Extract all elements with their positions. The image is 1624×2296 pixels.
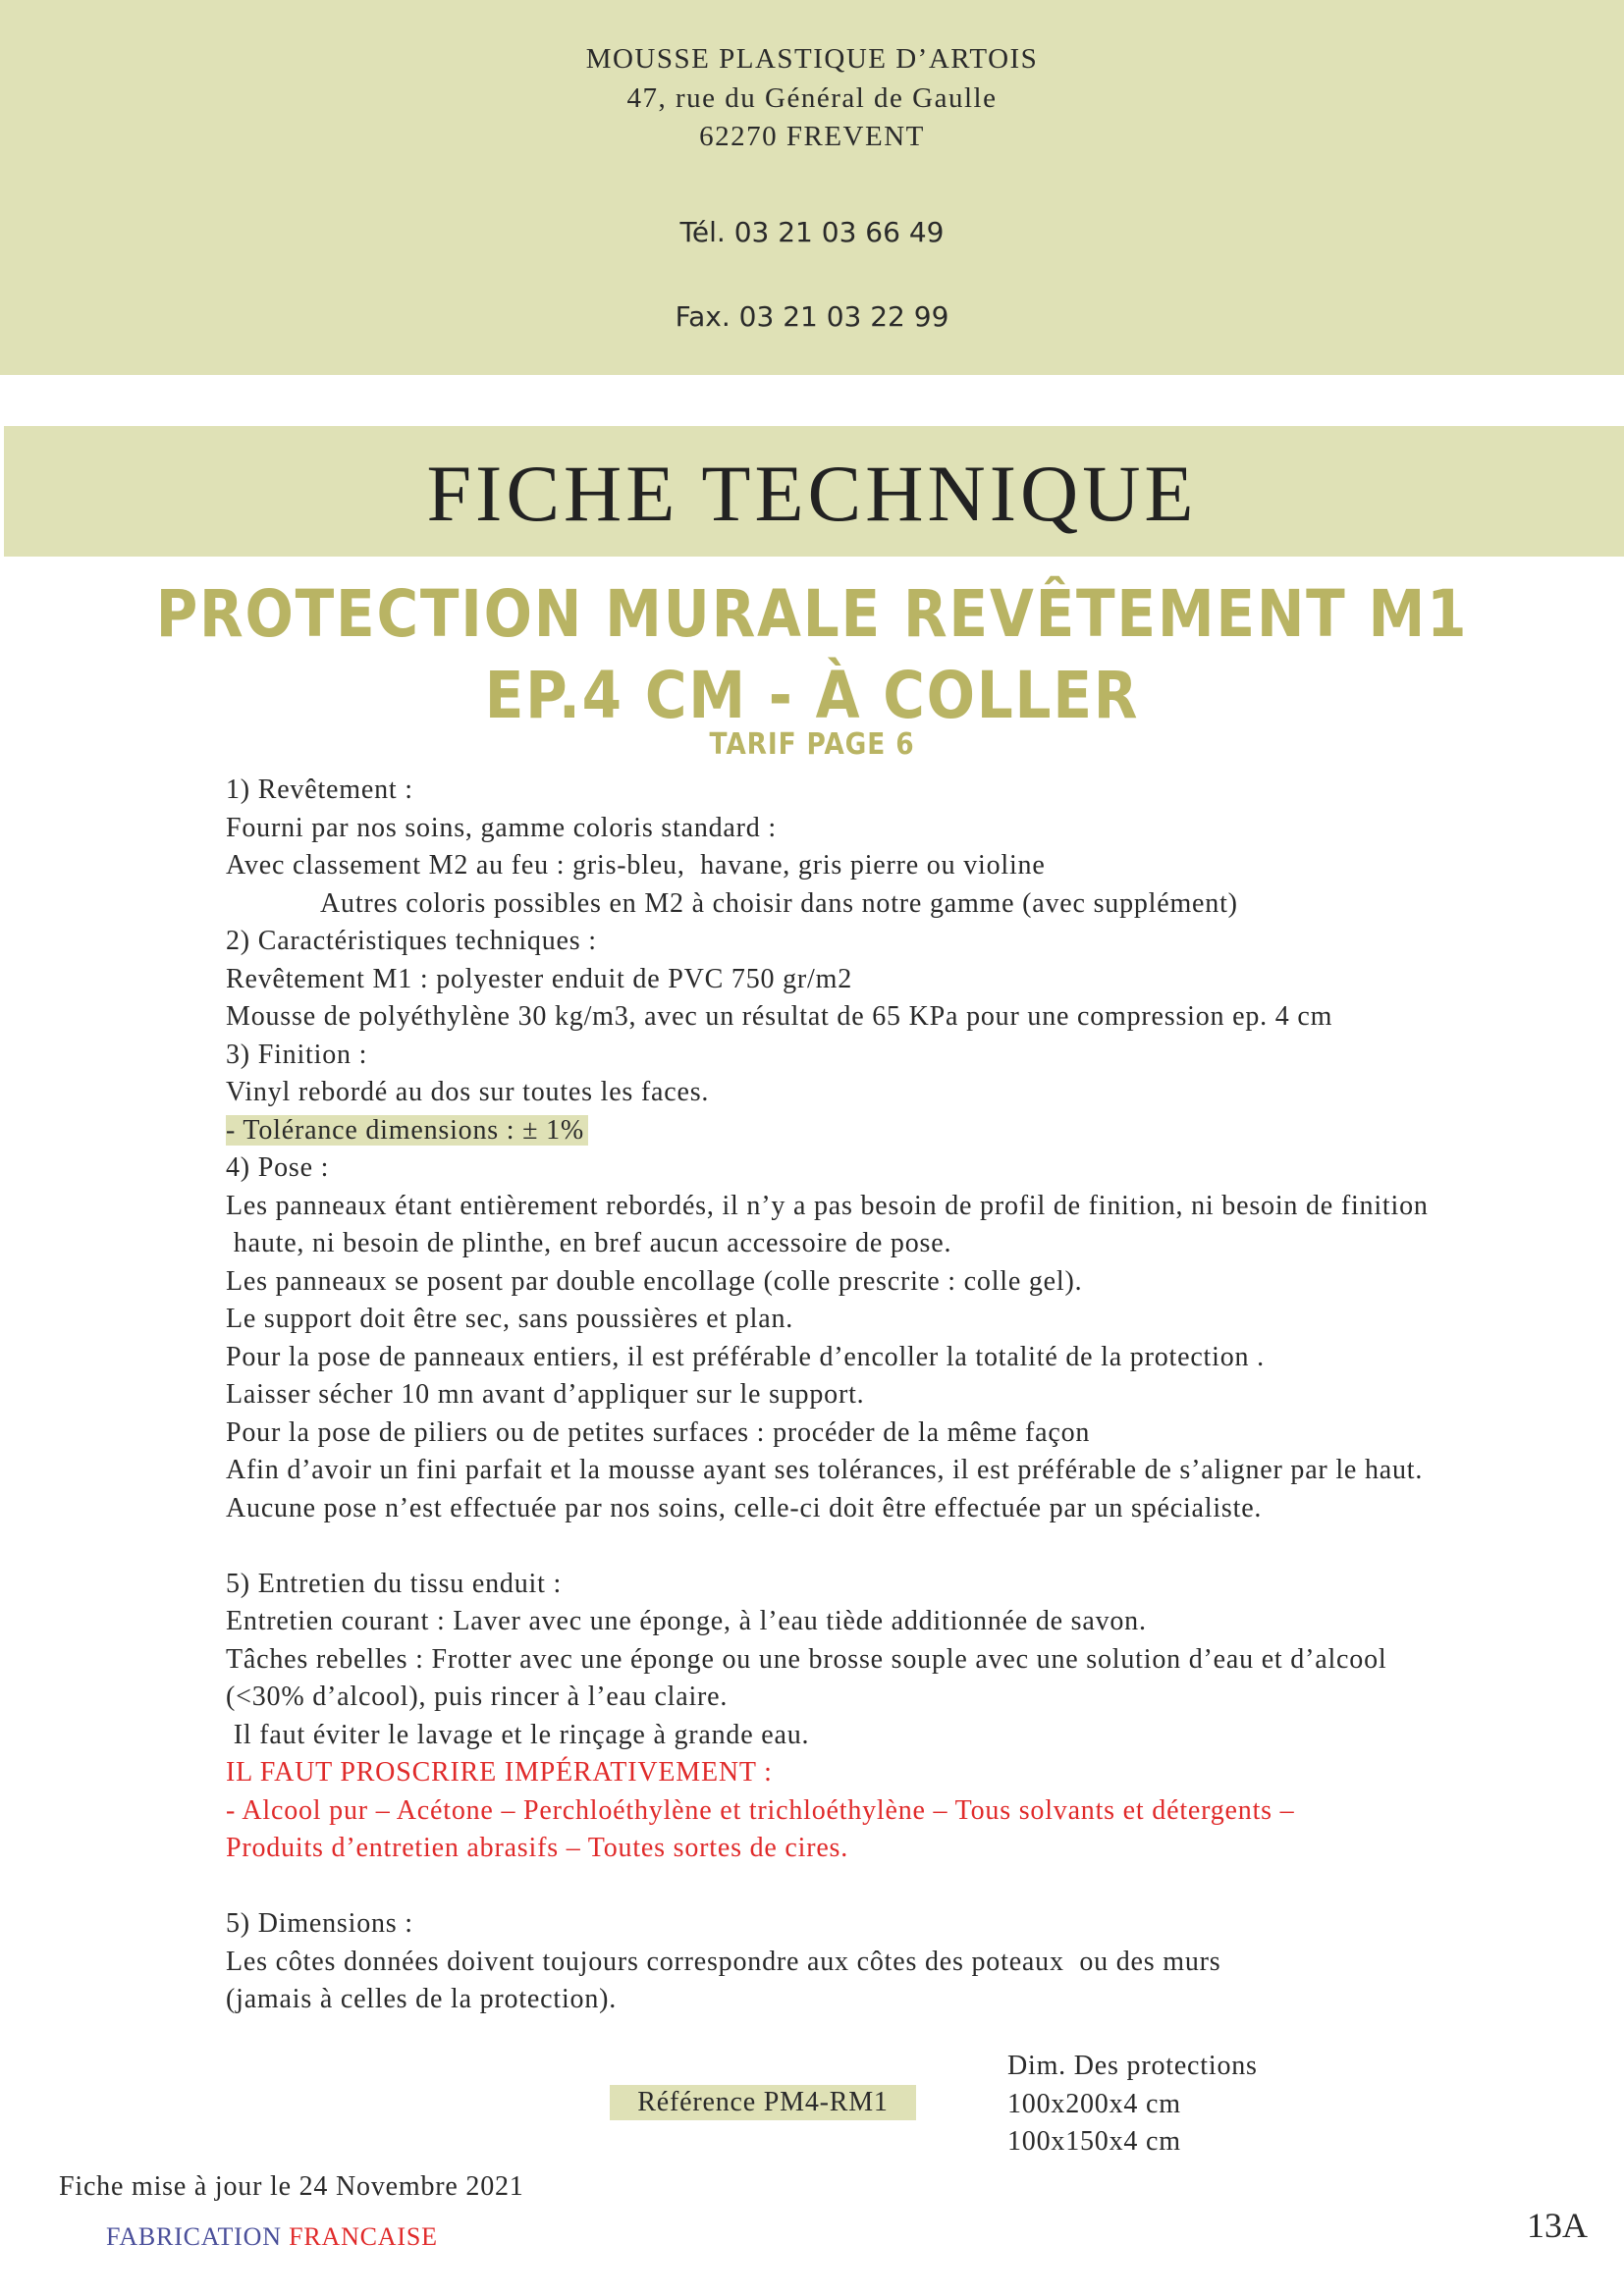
body-line: Avec classement M2 au feu : gris-bleu, havane, gris pierre ou violine <box>226 850 1046 881</box>
company-address: 47, rue du Général de Gaulle <box>626 82 998 114</box>
body-line: Fourni par nos soins, gamme coloris standard : <box>226 812 777 843</box>
body-line: Revêtement M1 : polyester enduit de PVC 750 gr/m2 <box>226 963 853 994</box>
body-line: Il faut éviter le lavage et le rinçage à grande eau. <box>226 1719 810 1750</box>
tarif-reference: TARIF PAGE 6 <box>709 727 915 762</box>
body-line: Le support doit être sec, sans poussières et plan. <box>226 1304 794 1334</box>
product-title-line-1: PROTECTION MURALE REVÊTEMENT M1 <box>155 576 1469 652</box>
section-heading: 1) Revêtement : <box>226 774 413 805</box>
section-heading: 5) Entretien du tissu enduit : <box>226 1568 563 1599</box>
company-city: 62270 FREVENT <box>699 121 925 152</box>
spacer <box>226 1527 1600 1566</box>
body-line: Les côtes données doivent toujours correspondre aux côtes des poteaux ou des murs <box>226 1946 1221 1977</box>
dimensions-heading: Dim. Des protections <box>1007 2051 1258 2081</box>
technical-description <box>226 772 1600 2019</box>
reference-badge: Référence PM4-RM1 <box>610 2085 916 2120</box>
warning-line: Produits d’entretien abrasifs – Toutes sortes de cires. <box>226 1833 849 1863</box>
body-line: Afin d’avoir un fini parfait et la mousse ayant ses tolérances, il est préférable de s’aligner par le haut. <box>226 1455 1424 1485</box>
product-title-line-2: EP.4 CM - À COLLER <box>484 658 1140 733</box>
body-line: (<30% d’alcool), puis rincer à l’eau claire. <box>226 1682 729 1712</box>
body-line: haute, ni besoin de plinthe, en bref aucun accessoire de pose. <box>226 1228 952 1258</box>
body-line: Aucune pose n’est effectuée par nos soins, celle-ci doit être effectuée par un spécialiste. <box>226 1492 1263 1523</box>
update-note: Fiche mise à jour le 24 Novembre 2021 <box>59 2171 524 2202</box>
made-in-word-1: FABRICATION <box>106 2222 282 2251</box>
dimension-size: 100x150x4 cm <box>1007 2126 1181 2157</box>
spacer <box>226 1868 1600 1906</box>
body-line: Laisser sécher 10 mn avant d’appliquer sur le support. <box>226 1379 865 1410</box>
body-line: Pour la pose de piliers ou de petites surfaces : procéder de la même façon <box>226 1416 1091 1448</box>
section-heading: 3) Finition : <box>226 1039 368 1070</box>
made-in-france <box>106 2222 438 2252</box>
phone-number: Tél. 03 21 03 66 49 <box>679 216 945 248</box>
body-line: Tâches rebelles : Frotter avec une éponge ou une brosse souple avec une solution d’eau et d’alcool <box>226 1643 1387 1675</box>
section-heading: 5) Dimensions : <box>226 1908 413 1939</box>
fax-number: Fax. 03 21 03 22 99 <box>675 300 949 333</box>
dimension-size: 100x200x4 cm <box>1007 2088 1181 2119</box>
body-line: Pour la pose de panneaux entiers, il est préférable d’encoller la totalité de la protection . <box>226 1341 1265 1372</box>
page-title: FICHE TECHNIQUE <box>426 449 1198 538</box>
made-in-word-2: FRANCAISE <box>289 2222 438 2251</box>
warning-heading: IL FAUT PROSCRIRE IMPÉRATIVEMENT : <box>226 1757 773 1788</box>
company-name: MOUSSE PLASTIQUE D’ARTOIS <box>585 43 1039 75</box>
body-line: Autres coloris possibles en M2 à choisir dans notre gamme (avec supplément) <box>320 887 1238 919</box>
body-line: Entretien courant : Laver avec une éponge, à l’eau tiède additionnée de savon. <box>226 1606 1147 1636</box>
body-line: Les panneaux se posent par double encollage (colle prescrite : colle gel). <box>226 1265 1083 1297</box>
section-heading: 4) Pose : <box>226 1152 330 1183</box>
dimensions-block <box>1007 2048 1258 2162</box>
body-line: (jamais à celles de la protection). <box>226 1984 618 2014</box>
tolerance-highlight: - Tolérance dimensions : ± 1% <box>226 1115 588 1146</box>
page-number: 13A <box>1527 2206 1588 2245</box>
body-line: Vinyl rebordé au dos sur toutes les faces. <box>226 1077 710 1107</box>
body-line: Mousse de polyéthylène 30 kg/m3, avec un résultat de 65 KPa pour une compression ep. 4 cm <box>226 1001 1333 1032</box>
body-line: Les panneaux étant entièrement rebordés, il n’y a pas besoin de profil de finition, ni besoin de finition <box>226 1190 1429 1221</box>
warning-line: - Alcool pur – Acétone – Perchloéthylène et trichloéthylène – Tous solvants et détergents – <box>226 1794 1295 1826</box>
section-heading: 2) Caractéristiques techniques : <box>226 926 597 956</box>
